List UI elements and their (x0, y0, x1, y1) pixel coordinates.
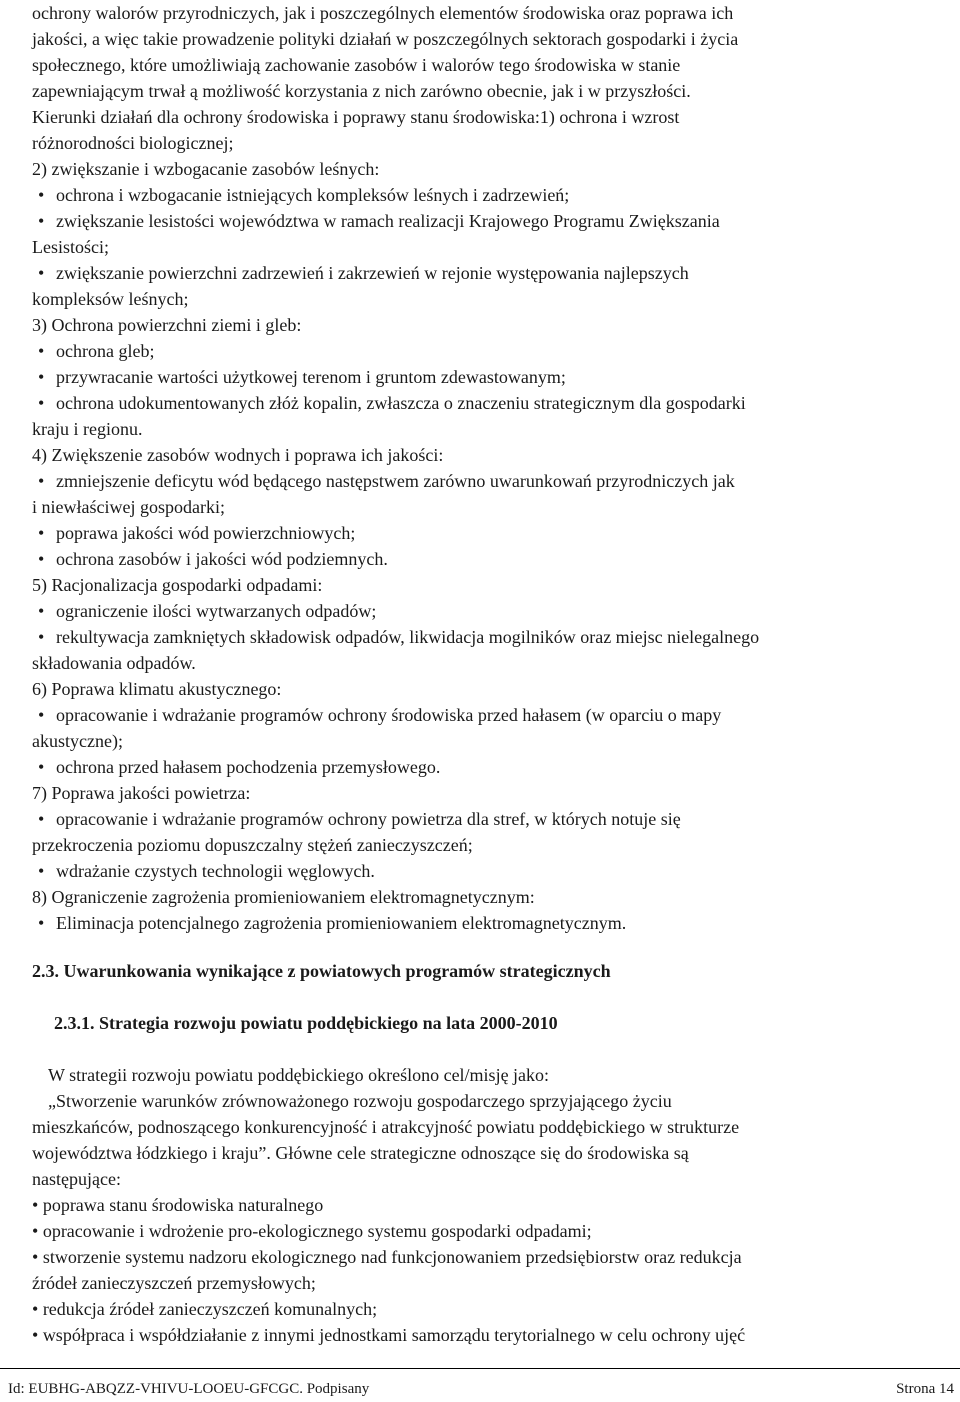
list-heading: 4) Zwiększenie zasobów wodnych i poprawa ich jakości: (32, 445, 444, 465)
list-item: • opracowanie i wdrażanie programów ochrony środowiska przed hałasem (w oparciu o mapy (32, 702, 932, 728)
text-line: różnorodności biologicznej; (32, 133, 234, 153)
list-item: przekroczenia poziomu dopuszczalny stężeń zanieczyszczeń; (32, 835, 473, 855)
list-item: • rekultywacja zamkniętych składowisk odpadów, likwidacja mogilników oraz miejsc nielegalnego (32, 624, 932, 650)
text-line: „Stworzenie warunków zrównoważonego rozwoju gospodarczego sprzyjającego życiu (48, 1091, 672, 1111)
list-item (32, 1244, 932, 1270)
text-line: zapewniającym trwał ą możliwość korzystania z nich zarówno obecnie, jak i w przyszłości. (32, 81, 691, 101)
list-item: • ochrona udokumentowanych złóż kopalin, zwłaszcza o znaczeniu strategicznym dla gospodarki (32, 390, 932, 416)
text-line: społecznego, które umożliwiają zachowanie zasobów i walorów tego środowiska w stanie (32, 55, 681, 75)
section-heading-2-3-1: 2.3.1. Strategia rozwoju powiatu poddębickiego na lata 2000-2010 (54, 1013, 558, 1033)
list-item: • zmniejszenie deficytu wód będącego następstwem zarówno uwarunkowań przyrodniczych jak (32, 468, 932, 494)
list-item: i niewłaściwej gospodarki; (32, 497, 225, 517)
list-heading: 3) Ochrona powierzchni ziemi i gleb: (32, 315, 302, 335)
bullet: • (32, 1325, 43, 1345)
action-directions (32, 156, 932, 936)
list-item (32, 1218, 932, 1244)
list-item (32, 1322, 932, 1348)
list-heading: 6) Poprawa klimatu akustycznego: (32, 679, 282, 699)
list-item: akustyczne); (32, 731, 123, 751)
bullet: • (32, 1299, 43, 1319)
list-heading: 2) zwiększanie i wzbogacanie zasobów leśnych: (32, 159, 380, 179)
list-item: • ograniczenie ilości wytwarzanych odpadów; (32, 598, 932, 624)
list-item: • zwiększanie lesistości województwa w ramach realizacji Krajowego Programu Zwiększania (32, 208, 932, 234)
list-item: • przywracanie wartości użytkowej terenom i gruntom zdewastowanym; (32, 364, 932, 390)
list-item-text: współpraca i współdziałanie z innymi jednostkami samorządu terytorialnego w celu ochrony ujęć (42, 1325, 746, 1345)
text-line: następujące: (32, 1169, 121, 1189)
list-item (32, 1296, 932, 1322)
text-line: ochrony walorów przyrodniczych, jak i poszczególnych elementów środowiska oraz poprawa ich (32, 3, 734, 23)
list-item: • opracowanie i wdrażanie programów ochrony powietrza dla stref, w których notuje się (32, 806, 932, 832)
strategy-paragraph (32, 1062, 932, 1192)
section-heading-2-3: 2.3. Uwarunkowania wynikające z powiatowych programów strategicznych (32, 961, 611, 981)
list-item: • ochrona i wzbogacanie istniejących kompleksów leśnych i zadrzewień; (32, 182, 932, 208)
list-item: • zwiększanie powierzchni zadrzewień i zakrzewień w rejonie występowania najlepszych (32, 260, 932, 286)
list-item-text: stworzenie systemu nadzoru ekologicznego nad funkcjonowaniem przedsiębiorstw oraz redukcja (42, 1247, 742, 1267)
bullet: • (32, 1195, 43, 1215)
list-item: • ochrona gleb; (32, 338, 932, 364)
list-item: kraju i regionu. (32, 419, 143, 439)
list-heading: 8) Ograniczenie zagrożenia promieniowaniem elektromagnetycznym: (32, 887, 535, 907)
list-item: źródeł zanieczyszczeń przemysłowych; (32, 1273, 316, 1293)
list-heading: 7) Poprawa jakości powietrza: (32, 783, 251, 803)
intro-paragraph (32, 0, 932, 156)
document-page (32, 0, 932, 1348)
document-id: Id: EUBHG-ABQZZ-VHIVU-LOOEU-GFCGC. Podpisany (8, 1381, 370, 1397)
list-item-text: redukcja źródeł zanieczyszczeń komunalnych; (42, 1299, 378, 1319)
text-line: mieszkańców, podnoszącego konkurencyjność i atrakcyjność powiatu poddębickiego w strukturze (32, 1117, 740, 1137)
text-line: jakości, a więc takie prowadzenie polityki działań w poszczególnych sektorach gospodarki i życia (32, 29, 739, 49)
list-item: Lesistości; (32, 237, 109, 257)
list-item: • wdrażanie czystych technologii węglowych. (32, 858, 932, 884)
list-item: • poprawa jakości wód powierzchniowych; (32, 520, 932, 546)
text-line: Kierunki działań dla ochrony środowiska i poprawy stanu środowiska:1) ochrona i wzrost (32, 107, 680, 127)
list-item-text: poprawa stanu środowiska naturalnego (42, 1195, 324, 1215)
text-line: województwa łódzkiego i kraju”. Główne cele strategiczne odnoszące się do środowiska są (32, 1143, 689, 1163)
list-item: składowania odpadów. (32, 653, 196, 673)
bullet: • (32, 1247, 43, 1267)
strategic-goals-list (32, 1192, 932, 1348)
list-item: • ochrona zasobów i jakości wód podziemnych. (32, 546, 932, 572)
list-item: • Eliminacja potencjalnego zagrożenia promieniowaniem elektromagnetycznym. (32, 910, 932, 936)
list-item: • ochrona przed hałasem pochodzenia przemysłowego. (32, 754, 932, 780)
list-heading: 5) Racjonalizacja gospodarki odpadami: (32, 575, 323, 595)
text-line: W strategii rozwoju powiatu poddębickiego określono cel/misję jako: (48, 1065, 550, 1085)
list-item-text: opracowanie i wdrożenie pro-ekologicznego systemu gospodarki odpadami; (42, 1221, 592, 1241)
page-number: Strona 14 (896, 1381, 954, 1397)
list-item (32, 1192, 932, 1218)
bullet: • (32, 1221, 43, 1241)
page-footer (0, 1368, 960, 1397)
list-item: kompleksów leśnych; (32, 289, 189, 309)
